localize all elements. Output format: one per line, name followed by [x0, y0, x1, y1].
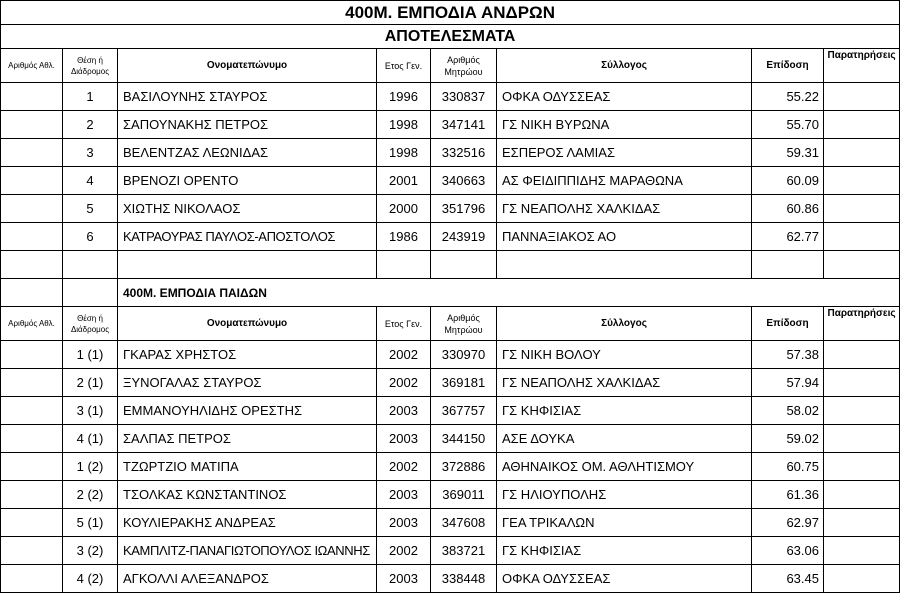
name-cell: ΚΑΜΠΛΙΤΖ-ΠΑΝΑΓΙΩΤΟΠΟΥΛΟΣ ΙΩΑΝΝΗΣ: [118, 537, 377, 565]
blank-row: [1, 251, 900, 279]
table-row: [1, 481, 900, 509]
club-cell: ΟΦΚΑ ΟΔΥΣΣΕΑΣ: [497, 83, 752, 111]
name-cell: ΚΟΥΛΙΕΡΑΚΗΣ ΑΝΔΡΕΑΣ: [118, 509, 377, 537]
header-registry-no: Αριθμός Μητρώου: [431, 49, 497, 83]
name-cell: ΣΑΛΠΑΣ ΠΕΤΡΟΣ: [118, 425, 377, 453]
registry-cell: 347141: [431, 111, 497, 139]
club-cell: ΕΣΠΕΡΟΣ ΛΑΜΙΑΣ: [497, 139, 752, 167]
header-performance: Επίδοση: [752, 49, 824, 83]
header-performance: Επίδοση: [752, 307, 824, 341]
performance-cell: 63.06: [752, 537, 824, 565]
name-cell: ΓΚΑΡΑΣ ΧΡΗΣΤΟΣ: [118, 341, 377, 369]
athlete-no-cell: [1, 509, 63, 537]
birth-year-cell: 2002: [377, 341, 431, 369]
club-cell: ΑΘΗΝΑΙΚΟΣ ΟΜ. ΑΘΛΗΤΙΣΜΟΥ: [497, 453, 752, 481]
club-cell: ΑΣ ΦΕΙΔΙΠΠΙΔΗΣ ΜΑΡΑΘΩΝΑ: [497, 167, 752, 195]
athlete-no-cell: [1, 397, 63, 425]
performance-cell: 59.02: [752, 425, 824, 453]
position-cell: 3 (2): [63, 537, 118, 565]
notes-cell: [824, 195, 900, 223]
athlete-no-cell: [1, 369, 63, 397]
table-row: [1, 223, 900, 251]
registry-cell: 243919: [431, 223, 497, 251]
name-cell: ΧΙΩΤΗΣ ΝΙΚΟΛΑΟΣ: [118, 195, 377, 223]
birth-year-cell: 1998: [377, 139, 431, 167]
athlete-no-cell: [1, 453, 63, 481]
performance-cell: 57.94: [752, 369, 824, 397]
table-row: [1, 139, 900, 167]
birth-year-cell: 1998: [377, 111, 431, 139]
position-cell: 2: [63, 111, 118, 139]
notes-cell: [824, 453, 900, 481]
notes-cell: [824, 537, 900, 565]
birth-year-cell: 2001: [377, 167, 431, 195]
club-cell: ΓΕΑ ΤΡΙΚΑΛΩΝ: [497, 509, 752, 537]
performance-cell: 62.97: [752, 509, 824, 537]
registry-cell: 344150: [431, 425, 497, 453]
athlete-no-cell: [1, 341, 63, 369]
notes-cell: [824, 167, 900, 195]
table-row: [1, 425, 900, 453]
registry-cell: 369011: [431, 481, 497, 509]
name-cell: ΒΡΕΝΟΖΙ ΟΡΕΝΤΟ: [118, 167, 377, 195]
boys-section-title: 400Μ. ΕΜΠΟΔΙΑ ΠΑΙΔΩΝ: [118, 279, 900, 307]
performance-cell: 63.45: [752, 565, 824, 593]
notes-cell: [824, 565, 900, 593]
notes-cell: [824, 509, 900, 537]
athlete-no-cell: [1, 425, 63, 453]
notes-cell: [824, 111, 900, 139]
header-birth-year: Ετος Γεν.: [377, 49, 431, 83]
position-cell: 1: [63, 83, 118, 111]
position-cell: 1 (2): [63, 453, 118, 481]
athlete-no-cell: [1, 139, 63, 167]
position-cell: 2 (2): [63, 481, 118, 509]
header-notes: Παρατηρήσεις: [824, 307, 900, 341]
position-cell: 4 (2): [63, 565, 118, 593]
birth-year-cell: 2002: [377, 537, 431, 565]
position-cell: 4 (1): [63, 425, 118, 453]
athlete-no-cell: [1, 481, 63, 509]
position-cell: 2 (1): [63, 369, 118, 397]
table-row: [1, 341, 900, 369]
athlete-no-cell: [1, 195, 63, 223]
performance-cell: 60.75: [752, 453, 824, 481]
name-cell: ΤΖΩΡΤΖΙΟ ΜΑΤΙΠΑ: [118, 453, 377, 481]
birth-year-cell: 2003: [377, 481, 431, 509]
table-row: [1, 369, 900, 397]
name-cell: ΞΥΝΟΓΑΛΑΣ ΣΤΑΥΡΟΣ: [118, 369, 377, 397]
registry-cell: 347608: [431, 509, 497, 537]
table-row: [1, 397, 900, 425]
table-row: [1, 565, 900, 593]
notes-cell: [824, 397, 900, 425]
notes-cell: [824, 425, 900, 453]
name-cell: ΚΑΤΡΑΟΥΡΑΣ ΠΑΥΛΟΣ-ΑΠΟΣΤΟΛΟΣ: [118, 223, 377, 251]
header-club: Σύλλογος: [497, 49, 752, 83]
registry-cell: 372886: [431, 453, 497, 481]
header-athlete-no: Αριθμός Αθλ.: [1, 307, 63, 341]
athlete-no-cell: [1, 83, 63, 111]
table-row: [1, 453, 900, 481]
performance-cell: 58.02: [752, 397, 824, 425]
table-row: [1, 195, 900, 223]
registry-cell: 330970: [431, 341, 497, 369]
athlete-no-cell: [1, 565, 63, 593]
performance-cell: 55.22: [752, 83, 824, 111]
registry-cell: 338448: [431, 565, 497, 593]
athlete-no-cell: [1, 537, 63, 565]
table-row: [1, 83, 900, 111]
registry-cell: 383721: [431, 537, 497, 565]
registry-cell: 367757: [431, 397, 497, 425]
registry-cell: 351796: [431, 195, 497, 223]
birth-year-cell: 2003: [377, 397, 431, 425]
position-cell: 3: [63, 139, 118, 167]
registry-cell: 330837: [431, 83, 497, 111]
notes-cell: [824, 223, 900, 251]
notes-cell: [824, 369, 900, 397]
notes-cell: [824, 341, 900, 369]
athlete-no-cell: [1, 111, 63, 139]
club-cell: ΓΣ ΝΙΚΗ ΒΥΡΩΝΑ: [497, 111, 752, 139]
name-cell: ΤΣΟΛΚΑΣ ΚΩΝΣΤΑΝΤΙΝΟΣ: [118, 481, 377, 509]
name-cell: ΒΑΣΙΛΟΥΝΗΣ ΣΤΑΥΡΟΣ: [118, 83, 377, 111]
performance-cell: 60.86: [752, 195, 824, 223]
position-cell: 1 (1): [63, 341, 118, 369]
position-cell: 3 (1): [63, 397, 118, 425]
name-cell: ΕΜΜΑΝΟΥΗΛΙΔΗΣ ΟΡΕΣΤΗΣ: [118, 397, 377, 425]
club-cell: ΓΣ ΝΙΚΗ ΒΟΛΟΥ: [497, 341, 752, 369]
header-name: Ονοματεπώνυμο: [118, 49, 377, 83]
header-club: Σύλλογος: [497, 307, 752, 341]
sheet-subtitle: ΑΠΟΤΕΛΕΣΜΑΤΑ: [1, 25, 900, 49]
birth-year-cell: 1986: [377, 223, 431, 251]
club-cell: ΟΦΚΑ ΟΔΥΣΣΕΑΣ: [497, 565, 752, 593]
header-position: Θέση ή Διάδρομος: [63, 307, 118, 341]
performance-cell: 60.09: [752, 167, 824, 195]
name-cell: ΣΑΠΟΥΝΑΚΗΣ ΠΕΤΡΟΣ: [118, 111, 377, 139]
table-row: [1, 509, 900, 537]
name-cell: ΒΕΛΕΝΤΖΑΣ ΛΕΩΝΙΔΑΣ: [118, 139, 377, 167]
performance-cell: 62.77: [752, 223, 824, 251]
club-cell: ΓΣ ΚΗΦΙΣΙΑΣ: [497, 397, 752, 425]
sheet-title: 400Μ. ΕΜΠΟΔΙΑ ΑΝΔΡΩΝ: [1, 1, 900, 25]
birth-year-cell: 2003: [377, 425, 431, 453]
header-name: Ονοματεπώνυμο: [118, 307, 377, 341]
registry-cell: 369181: [431, 369, 497, 397]
notes-cell: [824, 83, 900, 111]
header-birth-year: Ετος Γεν.: [377, 307, 431, 341]
club-cell: ΓΣ ΝΕΑΠΟΛΗΣ ΧΑΛΚΙΔΑΣ: [497, 195, 752, 223]
birth-year-cell: 2002: [377, 453, 431, 481]
club-cell: ΠΑΝΝΑΞΙΑΚΟΣ ΑΟ: [497, 223, 752, 251]
notes-cell: [824, 481, 900, 509]
registry-cell: 340663: [431, 167, 497, 195]
position-cell: 6: [63, 223, 118, 251]
performance-cell: 61.36: [752, 481, 824, 509]
notes-cell: [824, 139, 900, 167]
name-cell: ΑΓΚΟΛΛΙ ΑΛΕΞΑΝΔΡΟΣ: [118, 565, 377, 593]
registry-cell: 332516: [431, 139, 497, 167]
position-cell: 4: [63, 167, 118, 195]
athlete-no-cell: [1, 167, 63, 195]
table-row: [1, 167, 900, 195]
birth-year-cell: 2003: [377, 565, 431, 593]
club-cell: ΓΣ ΚΗΦΙΣΙΑΣ: [497, 537, 752, 565]
club-cell: ΓΣ ΗΛΙΟΥΠΟΛΗΣ: [497, 481, 752, 509]
position-cell: 5 (1): [63, 509, 118, 537]
club-cell: ΑΣΕ ΔΟΥΚΑ: [497, 425, 752, 453]
header-position: Θέση ή Διάδρομος: [63, 49, 118, 83]
birth-year-cell: 2003: [377, 509, 431, 537]
birth-year-cell: 1996: [377, 83, 431, 111]
header-registry-no: Αριθμός Μητρώου: [431, 307, 497, 341]
performance-cell: 57.38: [752, 341, 824, 369]
table-row: [1, 111, 900, 139]
birth-year-cell: 2000: [377, 195, 431, 223]
position-cell: 5: [63, 195, 118, 223]
table-row: [1, 537, 900, 565]
performance-cell: 55.70: [752, 111, 824, 139]
club-cell: ΓΣ ΝΕΑΠΟΛΗΣ ΧΑΛΚΙΔΑΣ: [497, 369, 752, 397]
athlete-no-cell: [1, 223, 63, 251]
header-notes: Παρατηρήσεις: [824, 49, 900, 83]
performance-cell: 59.31: [752, 139, 824, 167]
header-athlete-no: Αριθμός Αθλ.: [1, 49, 63, 83]
birth-year-cell: 2002: [377, 369, 431, 397]
